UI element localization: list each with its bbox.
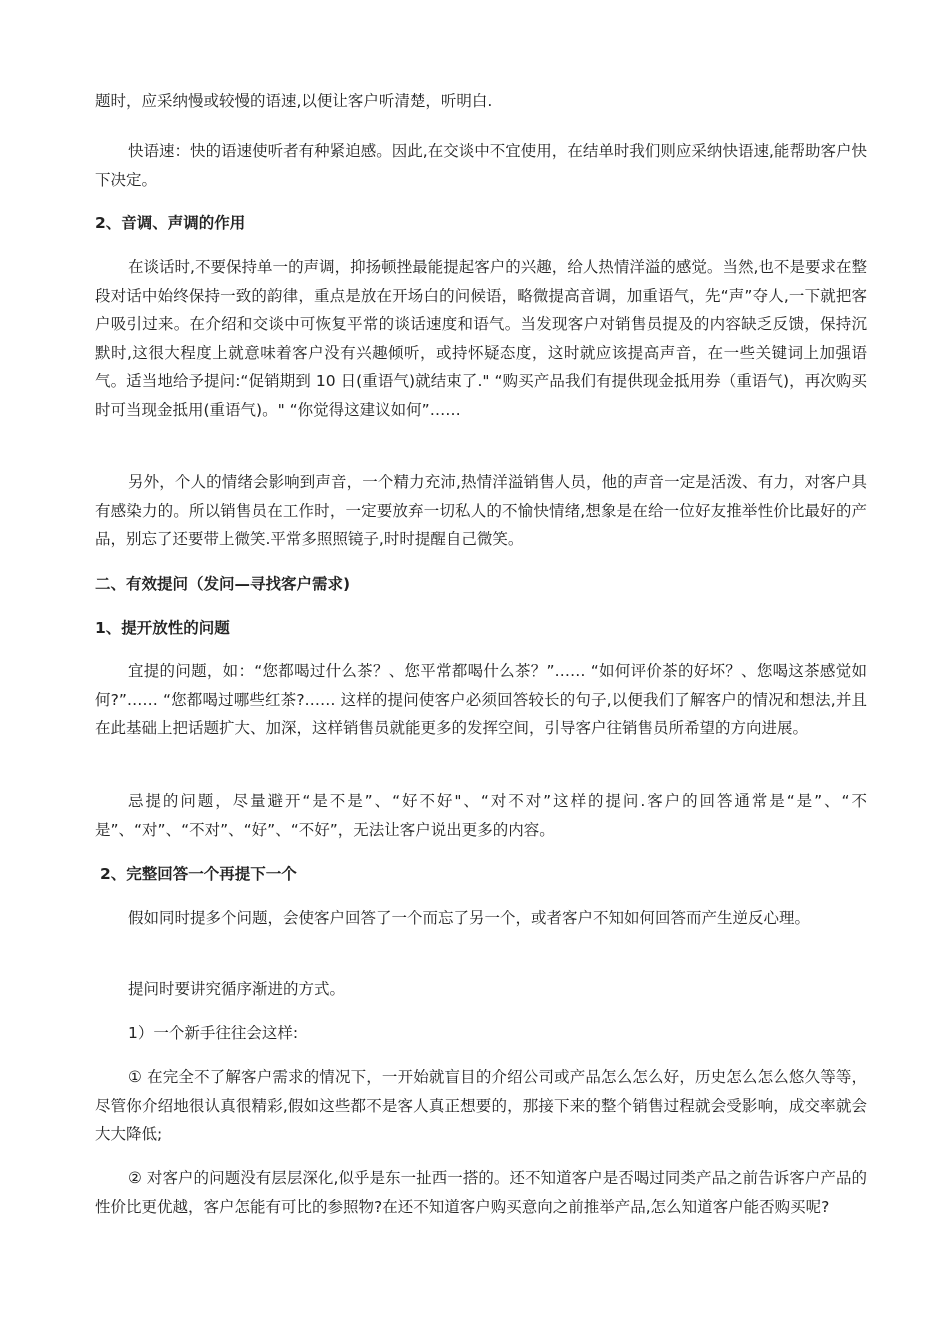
heading-tone-role: 2、音调、声调的作用 xyxy=(95,214,246,232)
paragraph-speech-fast: 快语速：快的语速使听者有种紧迫感。因此,在交谈中不宜使用，在结单时我们则应采纳快语速,能帮助客户快下决定。 xyxy=(95,142,867,189)
paragraph-step-by-step: 提问时要讲究循序渐进的方式。 xyxy=(128,980,346,998)
paragraph-novice-intro: 1）一个新手往往会这样: xyxy=(128,1024,299,1042)
paragraph-good-questions: 宜提的问题，如：“您都喝过什么茶？、您平常都喝什么茶？”…… “如何评价茶的好坏？、您喝这茶感觉如何?”…… “您都喝过哪些红茶?…… 这样的提问使客户必须回答较长的句子,以便我们了解客户的情况和想法,并且在此基础上把话题扩大、加深，这样销售员就能更多的发挥空间，引导客户往销售员所希望的方向进展。 xyxy=(95,662,867,737)
paragraph-multiple-questions: 假如同时提多个问题，会使客户回答了一个而忘了另一个，或者客户不知如何回答而产生逆反心理。 xyxy=(128,909,811,927)
heading-open-questions: 1、提开放性的问题 xyxy=(95,619,230,637)
paragraph-bad-questions: 忌提的问题，尽量避开“是不是”、“好不好"、“对不对”这样的提问.客户的回答通常是“是”、“不是”、“对”、“不对”、“好”、“不好”，无法让客户说出更多的内容。 xyxy=(95,792,867,839)
paragraph-emotion: 另外，个人的情绪会影响到声音，一个精力充沛,热情洋溢销售人员，他的声音一定是活泼、有力，对客户具有感染力的。所以销售员在工作时，一定要放弃一切私人的不愉快情绪,想象是在给一位好友推举性价比最好的产品，别忘了还要带上微笑.平常多照照镜子,时时提醒自己微笑。 xyxy=(95,473,867,548)
paragraph-tone: 在谈话时,不要保持单一的声调，抑扬顿挫最能提起客户的兴趣，给人热情洋溢的感觉。当然,也不是要求在整段对话中始终保持一致的韵律，重点是放在开场白的问候语，略微提高音调，加重语气，先“声”夺人,一下就把客户吸引过来。在介绍和交谈中可恢复平常的谈话速度和语气。当发现客户对销售员提及的内容缺乏反馈，保持沉默时,这很大程度上就意味着客户没有兴趣倾听，或持怀疑态度，这时就应该提高声音，在一些关键词上加强语气。适当地给予提问:“促销期到 10 日(重语气)就结束了." “购买产品我们有提供现金抵用券（重语气)，再次购买时可当现金抵用(重语气)。" “你觉得这建议如何”…… xyxy=(95,258,867,419)
paragraph-point-2: ② 对客户的问题没有层层深化,似乎是东一扯西一搭的。还不知道客户是否喝过同类产品之前告诉客户产品的性价比更优越，客户怎能有可比的参照物?在还不知道客户购买意向之前推举产品,怎么知道客户能否购买呢? xyxy=(95,1169,867,1216)
heading-answer-one: 2、完整回答一个再提下一个 xyxy=(100,865,297,883)
paragraph-point-1: ① 在完全不了解客户需求的情况下，一开始就盲目的介绍公司或产品怎么怎么好，历史怎么怎么悠久等等，尽管你介绍地很认真很精彩,假如这些都不是客人真正想要的，那接下来的整个销售过程就会受影响，成交率就会大大降低; xyxy=(95,1068,867,1143)
paragraph-speech-slow: 题时，应采纳慢或较慢的语速,以便让客户听清楚，听明白. xyxy=(95,92,493,110)
heading-effective-questions: 二、有效提问（发问—寻找客户需求) xyxy=(95,575,351,593)
